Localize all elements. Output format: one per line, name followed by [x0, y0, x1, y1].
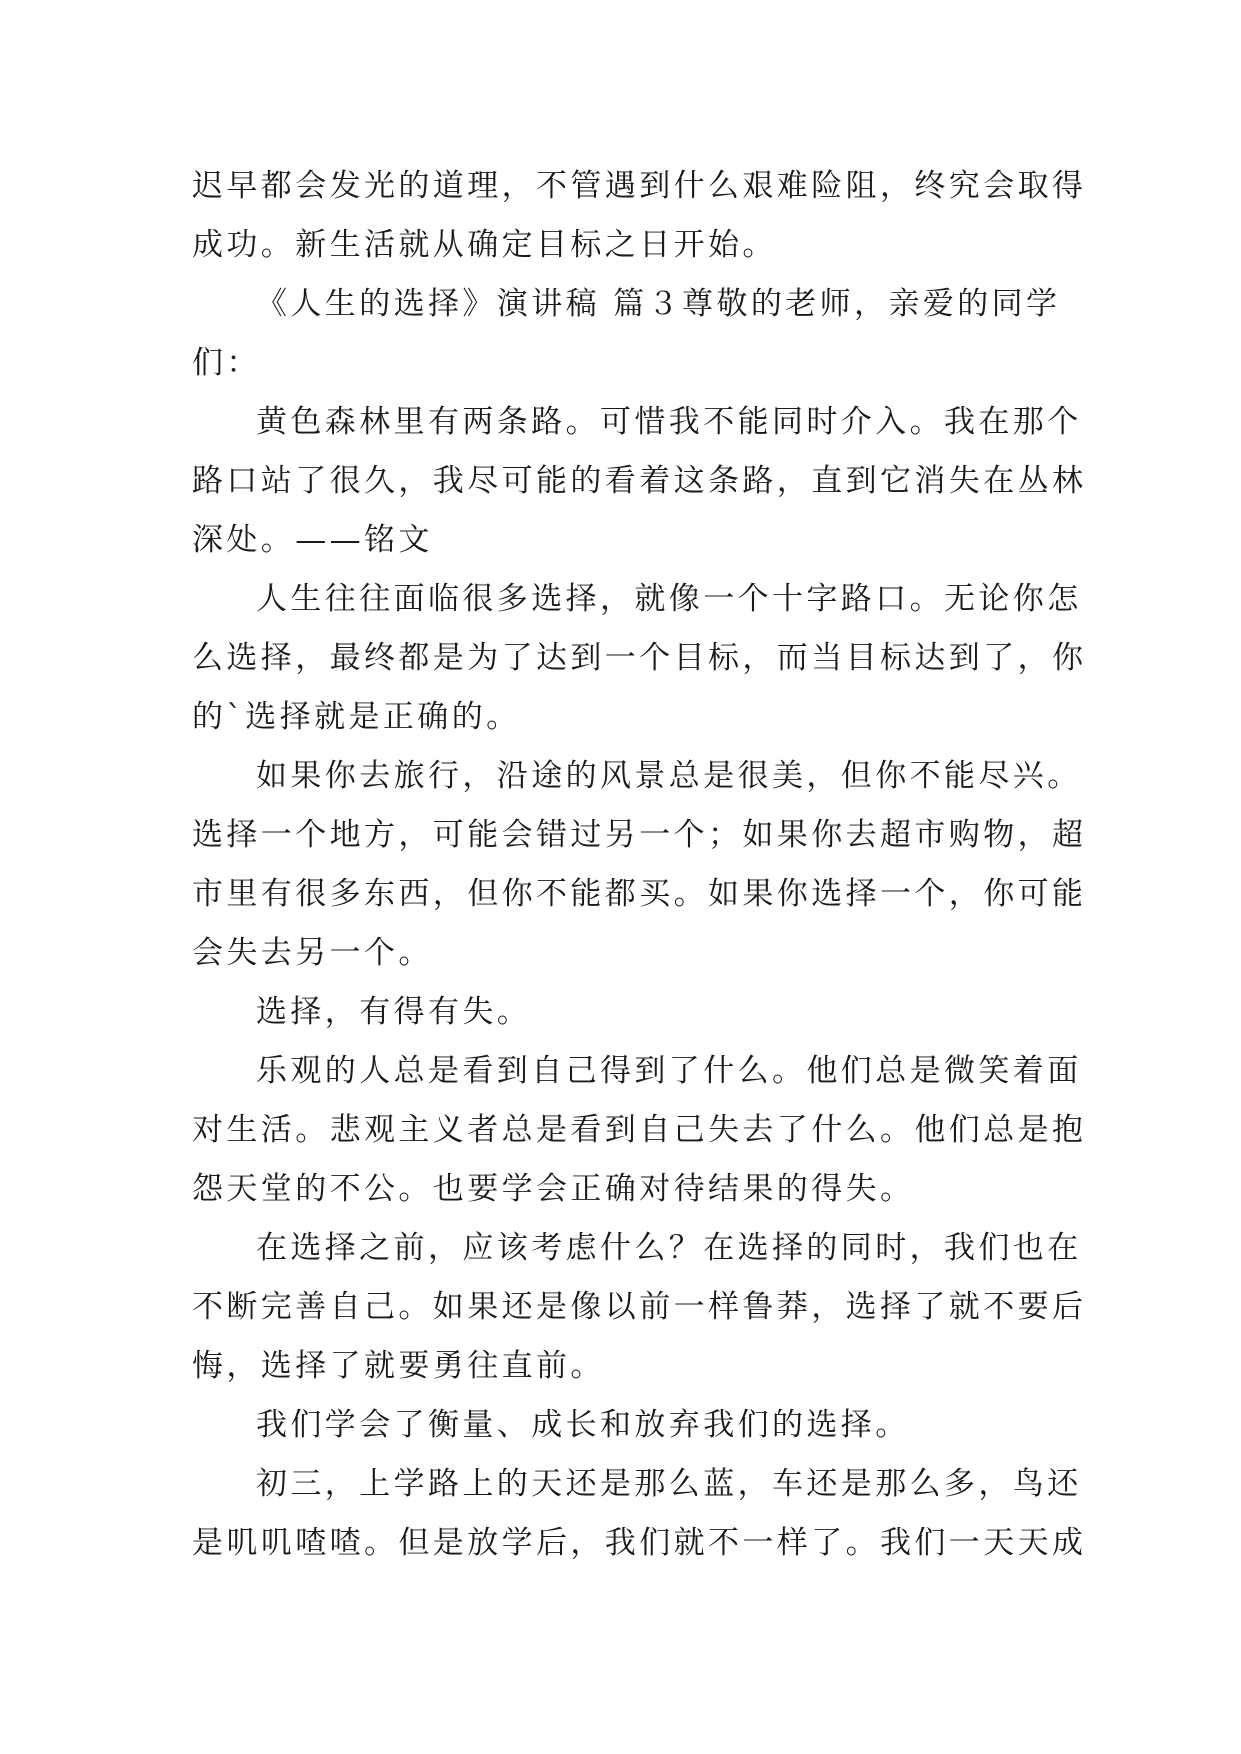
text-line: 对生活。悲观主义者总是看到自己失去了什么。他们总是抱 [192, 1112, 1087, 1148]
text-line: 路口站了很久，我尽可能的看着这条路，直到它消失在丛林 [192, 463, 1087, 499]
text-line: 怨天堂的不公。也要学会正确对待结果的得失。 [192, 1171, 915, 1207]
text-line: 们： [192, 345, 261, 381]
document-body [192, 157, 1087, 1573]
text-line: 不断完善自己。如果还是像以前一样鲁莽，选择了就不要后 [192, 1289, 1087, 1325]
text-line: 悔，选择了就要勇往直前。 [192, 1348, 605, 1384]
text-line: 初三，上学路上的天还是那么蓝，车还是那么多，鸟还 [256, 1466, 1082, 1502]
text-line: 深处。——铭文 [192, 522, 433, 558]
text-line: 会失去另一个。 [192, 935, 433, 971]
text-line: 成功。新生活就从确定目标之日开始。 [192, 227, 777, 263]
text-line: 人生往往面临很多选择，就像一个十字路口。无论你怎 [256, 581, 1082, 617]
text-line: 我们学会了衡量、成长和放弃我们的选择。 [256, 1407, 910, 1443]
text-line: 是叽叽喳喳。但是放学后，我们就不一样了。我们一天天成 [192, 1525, 1087, 1561]
text-line: 的`选择就是正确的。 [192, 699, 521, 735]
text-line: 么选择，最终都是为了达到一个目标，而当目标达到了，你 [192, 640, 1087, 676]
text-line: 选择一个地方，可能会错过另一个；如果你去超市购物，超 [192, 817, 1087, 853]
text-line: 《人生的选择》演讲稿 篇３尊敬的老师，亲爱的同学 [256, 286, 1061, 322]
text-line: 迟早都会发光的道理，不管遇到什么艰难险阻，终究会取得 [192, 168, 1087, 204]
text-line: 在选择之前，应该考虑什么？在选择的同时，我们也在 [256, 1230, 1082, 1266]
text-line: 乐观的人总是看到自己得到了什么。他们总是微笑着面 [256, 1053, 1082, 1089]
text-line: 选择，有得有失。 [256, 994, 532, 1030]
text-line: 市里有很多东西，但你不能都买。如果你选择一个，你可能 [192, 876, 1087, 912]
text-line: 如果你去旅行，沿途的风景总是很美，但你不能尽兴。 [256, 758, 1082, 794]
text-line: 黄色森林里有两条路。可惜我不能同时介入。我在那个 [256, 404, 1082, 440]
